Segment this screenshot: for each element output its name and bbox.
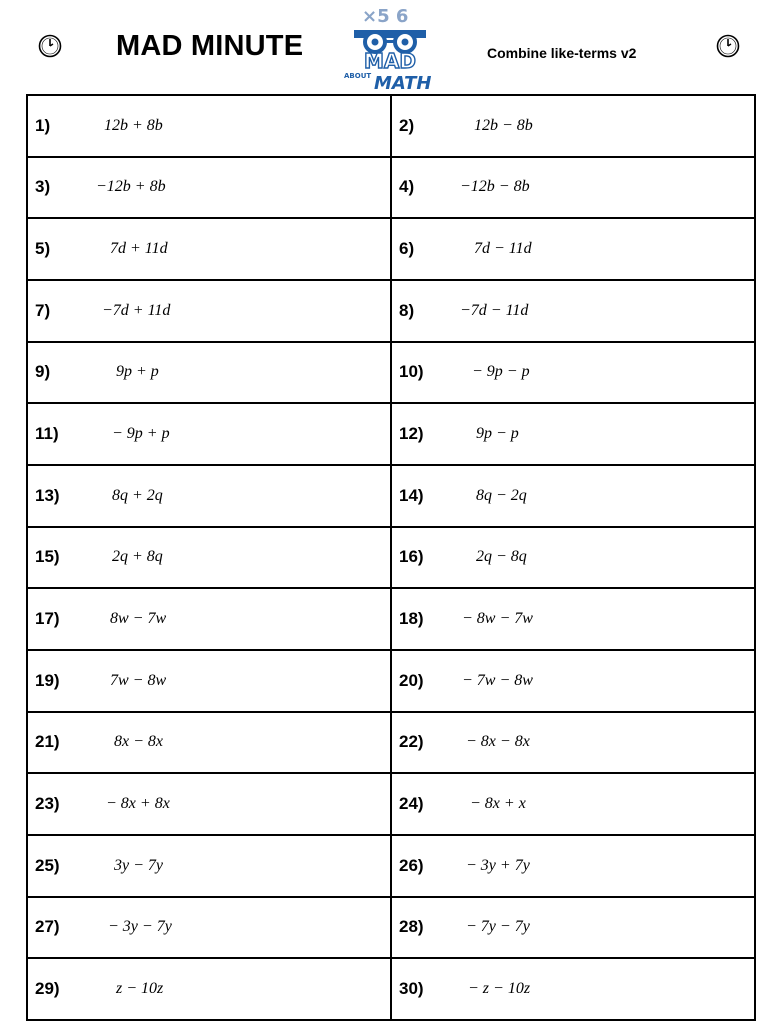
problem-item — [392, 96, 754, 156]
logo-decor: ×5 6 — [362, 6, 409, 27]
problem-item — [28, 404, 390, 464]
problem-item — [392, 898, 754, 958]
problem-expression: 9p − p — [476, 425, 519, 443]
problem-number: 16) — [399, 547, 424, 567]
problem-cell — [391, 157, 755, 219]
logo-mad: MAD — [364, 49, 416, 73]
problem-row — [27, 897, 755, 959]
problem-item — [28, 959, 390, 1019]
problem-number: 7) — [35, 300, 51, 320]
problem-cell — [27, 835, 391, 897]
problem-item — [28, 528, 390, 588]
problem-item — [392, 959, 754, 1019]
problem-expression: 3y − 7y — [114, 856, 163, 874]
problem-expression: 7d − 11d — [474, 240, 532, 258]
problem-expression: − 3y + 7y — [466, 856, 530, 874]
logo-about: ABOUT — [344, 72, 372, 80]
problem-number: 24) — [399, 794, 424, 814]
problem-cell — [27, 465, 391, 527]
problem-expression: − 7y − 7y — [466, 918, 530, 936]
problem-cell — [391, 403, 755, 465]
problem-expression: −12b + 8b — [96, 178, 166, 196]
problem-cell — [391, 342, 755, 404]
problem-row — [27, 280, 755, 342]
problem-expression: −12b − 8b — [460, 178, 530, 196]
problem-cell — [27, 157, 391, 219]
problem-number: 28) — [399, 917, 424, 937]
problem-item — [392, 713, 754, 773]
problem-item — [28, 836, 390, 896]
problem-item — [392, 589, 754, 649]
problem-cell — [391, 280, 755, 342]
problem-row — [27, 958, 755, 1020]
problem-row — [27, 218, 755, 280]
problem-cell — [391, 897, 755, 959]
problem-cell — [27, 897, 391, 959]
problem-number: 11) — [35, 424, 59, 444]
problem-expression: 9p + p — [116, 363, 159, 381]
problem-expression: 2q + 8q — [112, 548, 163, 566]
problem-item — [28, 898, 390, 958]
problem-item — [28, 589, 390, 649]
logo-math: MATH — [374, 73, 432, 94]
problem-cell — [27, 958, 391, 1020]
problem-number: 19) — [35, 670, 60, 690]
problem-item — [392, 158, 754, 218]
problem-number: 3) — [35, 177, 51, 197]
problem-expression: − 9p − p — [472, 363, 530, 381]
problem-number: 17) — [35, 609, 60, 629]
problem-cell — [27, 95, 391, 157]
problem-number: 30) — [399, 979, 424, 999]
problem-row — [27, 773, 755, 835]
problem-item — [392, 343, 754, 403]
problem-number: 13) — [35, 485, 60, 505]
problem-row — [27, 157, 755, 219]
problem-number: 2) — [399, 115, 415, 135]
problem-cell — [27, 588, 391, 650]
problem-cell — [391, 218, 755, 280]
problem-number: 5) — [35, 239, 51, 259]
problem-expression: 8q + 2q — [112, 486, 163, 504]
problem-item — [28, 343, 390, 403]
problem-row — [27, 835, 755, 897]
problem-expression: − 8w − 7w — [462, 610, 533, 628]
problem-row — [27, 712, 755, 774]
problem-expression: 8w − 7w — [110, 610, 167, 628]
problem-cell — [391, 958, 755, 1020]
problem-expression: − 7w − 8w — [462, 671, 533, 689]
problem-cell — [391, 465, 755, 527]
problem-item — [392, 466, 754, 526]
problem-row — [27, 650, 755, 712]
problem-item — [28, 219, 390, 279]
page-title: MAD MINUTE — [116, 30, 304, 62]
problem-number: 14) — [399, 485, 424, 505]
problem-expression: 7w − 8w — [110, 671, 167, 689]
problem-cell — [27, 712, 391, 774]
problem-item — [28, 158, 390, 218]
problem-number: 25) — [35, 855, 60, 875]
problem-cell — [391, 773, 755, 835]
problem-item — [28, 774, 390, 834]
problem-number: 6) — [399, 239, 415, 259]
problem-row — [27, 465, 755, 527]
clock-icon — [716, 34, 740, 58]
clock-icon — [38, 34, 62, 58]
problem-cell — [27, 342, 391, 404]
problem-row — [27, 588, 755, 650]
problem-item — [392, 528, 754, 588]
problem-cell — [391, 650, 755, 712]
problem-item — [28, 281, 390, 341]
problem-item — [28, 466, 390, 526]
problem-expression: − 8x + x — [470, 795, 526, 813]
worksheet-subtitle: Combine like-terms v2 — [487, 45, 637, 61]
problem-grid — [26, 94, 756, 1021]
problem-cell — [27, 218, 391, 280]
problem-item — [392, 404, 754, 464]
problem-expression: 8x − 8x — [114, 733, 163, 751]
problem-expression: 2q − 8q — [476, 548, 527, 566]
problem-expression: − 9p + p — [112, 425, 170, 443]
problem-row — [27, 342, 755, 404]
problem-expression: − 8x − 8x — [466, 733, 530, 751]
problem-cell — [391, 712, 755, 774]
problem-item — [28, 651, 390, 711]
problem-number: 18) — [399, 609, 424, 629]
problem-cell — [391, 835, 755, 897]
problem-number: 21) — [35, 732, 60, 752]
problem-number: 27) — [35, 917, 60, 937]
problem-number: 4) — [399, 177, 415, 197]
problem-number: 10) — [399, 362, 424, 382]
problem-expression: −7d − 11d — [460, 301, 529, 319]
problem-number: 9) — [35, 362, 51, 382]
problem-expression: 12b − 8b — [474, 116, 533, 134]
problem-cell — [27, 773, 391, 835]
problem-number: 23) — [35, 794, 60, 814]
problem-item — [28, 713, 390, 773]
problem-item — [392, 651, 754, 711]
problem-cell — [27, 650, 391, 712]
problem-item — [392, 774, 754, 834]
problem-expression: z − 10z — [116, 980, 164, 998]
worksheet-header — [0, 0, 783, 95]
problem-item — [28, 96, 390, 156]
problem-row — [27, 95, 755, 157]
problem-item — [392, 219, 754, 279]
problem-row — [27, 403, 755, 465]
problem-expression: − z − 10z — [468, 980, 531, 998]
problem-row — [27, 527, 755, 589]
mad-about-math-logo — [334, 0, 446, 95]
problem-cell — [391, 588, 755, 650]
problem-number: 8) — [399, 300, 415, 320]
problem-number: 15) — [35, 547, 60, 567]
problem-expression: 8q − 2q — [476, 486, 527, 504]
problem-number: 12) — [399, 424, 424, 444]
problem-item — [392, 836, 754, 896]
problem-cell — [391, 95, 755, 157]
problem-number: 20) — [399, 670, 424, 690]
problem-cell — [27, 403, 391, 465]
problem-number: 26) — [399, 855, 424, 875]
problem-item — [392, 281, 754, 341]
problem-number: 1) — [35, 115, 51, 135]
problem-expression: − 8x + 8x — [106, 795, 170, 813]
problem-cell — [391, 527, 755, 589]
problem-expression: 7d + 11d — [110, 240, 168, 258]
problem-number: 22) — [399, 732, 424, 752]
problem-expression: 12b + 8b — [104, 116, 163, 134]
problem-expression: −7d + 11d — [102, 301, 171, 319]
problem-number: 29) — [35, 979, 60, 999]
problem-cell — [27, 527, 391, 589]
problem-cell — [27, 280, 391, 342]
problem-expression: − 3y − 7y — [108, 918, 172, 936]
